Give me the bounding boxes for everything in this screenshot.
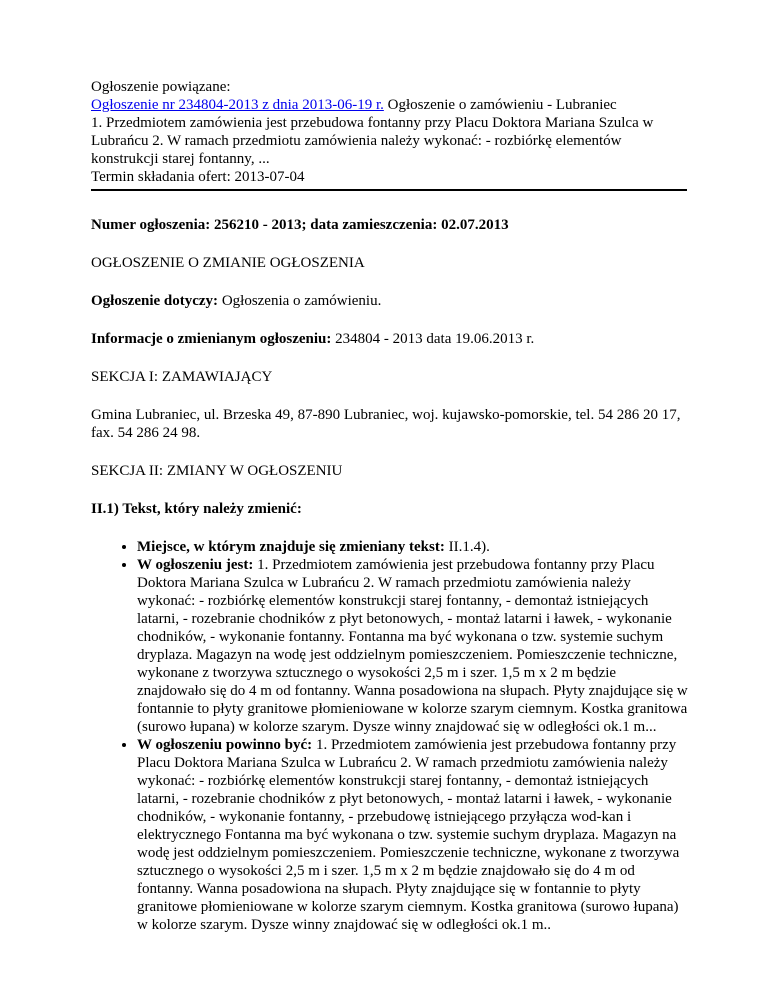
notice-concerns-value: Ogłoszenia o zamówieniu. <box>218 293 382 309</box>
list-item-label: W ogłoszeniu powinno być: <box>137 737 313 753</box>
list-item <box>137 736 688 934</box>
list-item-label: Miejsce, w którym znajduje się zmieniany tekst: <box>137 539 445 555</box>
notice-title: OGŁOSZENIE O ZMIANIE OGŁOSZENIA <box>91 255 365 271</box>
notice-concerns-label: Ogłoszenie dotyczy: <box>91 293 219 309</box>
section1-heading: SEKCJA I: ZAMAWIAJĄCY <box>91 369 273 385</box>
list-item-text: II.1.4). <box>444 539 490 555</box>
section2-heading: SEKCJA II: ZMIANY W OGŁOSZENIU <box>91 463 343 479</box>
section2-subheading-text: II.1) Tekst, który należy zmienić: <box>91 501 302 517</box>
list-item-text: 1. Przedmiotem zamówienia jest przebudowa fontanny przy Placu Doktora Mariana Szulca w Lubrańcu 2. W ramach przedmiotu zamówienia należy wykonać: - rozbiórkę elementów konstrukcji starej fontanny, - demontaż istniejących latarni, - rozebranie chodników z płyt betonowych, - montaż latarni i ławek, - wykonanie chodników, - wykonanie fontanny, - przebudowę istniejącego przyłącza wod-kan i elektrycznego Fontanna ma być wykonana o tzw. systemie suchym dryplaza. Magazyn na wodę jest oddzielnym pomieszczeniem. Pomieszczenie techniczne, wykonane z tworzywa sztucznego o wysokości 2,5 m i szer. 1,5 m x 2 m będzie znajdowało się do 4 m od fontanny. Wanna posadowiona na słupach. Płyty znajdujące się w fontannie to płyty granitowe płomieniowane w kolorze szarym ciemnym. Kostka granitowa (surowo łupana) w kolorze szarym. Dysze winny znajdować się w odległości ok.1 m.. <box>137 737 680 933</box>
list-item-text: 1. Przedmiotem zamówienia jest przebudowa fontanny przy Placu Doktora Mariana Szulca w Lubrańcu 2. W ramach przedmiotu zamówienia należy wykonać: - rozbiórkę elementów konstrukcji starej fontanny, - demontaż istniejących latarni, - rozebranie chodników z płyt betonowych, - montaż latarni i ławek, - wykonanie chodników, - wykonanie fontanny. Fontanna ma być wykonana o tzw. systemie suchym dryplaza. Magazyn na wodę jest oddzielnym pomieszczeniem. Pomieszczenie techniczne, wykonane z tworzywa sztucznego o wysokości 2,5 m i szer. 1,5 m x 2 m będzie znajdowało się do 4 m od fontanny. Wanna posadowiona na słupach. Płyty znajdujące się w fontannie to płyty granitowe płomieniowane w kolorze szarym ciemnym. Kostka granitowa (surowo łupana) w kolorze szarym. Dysze winny znajdować się w odległości ok.1 m... <box>137 557 688 735</box>
related-notice-block <box>91 78 688 186</box>
list-item <box>137 538 688 556</box>
notice-number-text: Numer ogłoszenia: 256210 - 2013; data zamieszczenia: 02.07.2013 <box>91 217 509 233</box>
notice-info <box>91 330 688 348</box>
section-divider <box>91 189 687 191</box>
related-heading: Ogłoszenie powiązane: <box>91 79 231 95</box>
notice-number <box>91 216 688 234</box>
related-notice-link[interactable]: Ogłoszenie nr 234804-2013 z dnia 2013-06-19 r. <box>91 97 384 113</box>
related-deadline: Termin składania ofert: 2013-07-04 <box>91 169 305 185</box>
notice-info-value: 234804 - 2013 data 19.06.2013 r. <box>331 331 535 347</box>
notice-concerns <box>91 292 688 310</box>
related-link-suffix: Ogłoszenie o zamówieniu - Lubraniec <box>383 97 617 113</box>
section1-body: Gmina Lubraniec, ul. Brzeska 49, 87-890 Lubraniec, woj. kujawsko-pomorskie, tel. 54 286 20 17, fax. 54 286 24 98. <box>91 407 681 441</box>
list-item-label: W ogłoszeniu jest: <box>137 557 254 573</box>
changes-list <box>91 538 688 934</box>
related-summary: 1. Przedmiotem zamówienia jest przebudowa fontanny przy Placu Doktora Mariana Szulca w Lubrańcu 2. W ramach przedmiotu zamówienia należy wykonać: - rozbiórkę elementów konstrukcji starej fontanny, ... <box>91 115 654 167</box>
notice-info-label: Informacje o zmienianym ogłoszeniu: <box>91 331 332 347</box>
list-item <box>137 556 688 736</box>
related-link-line <box>91 96 688 114</box>
section2-subheading <box>91 500 688 518</box>
